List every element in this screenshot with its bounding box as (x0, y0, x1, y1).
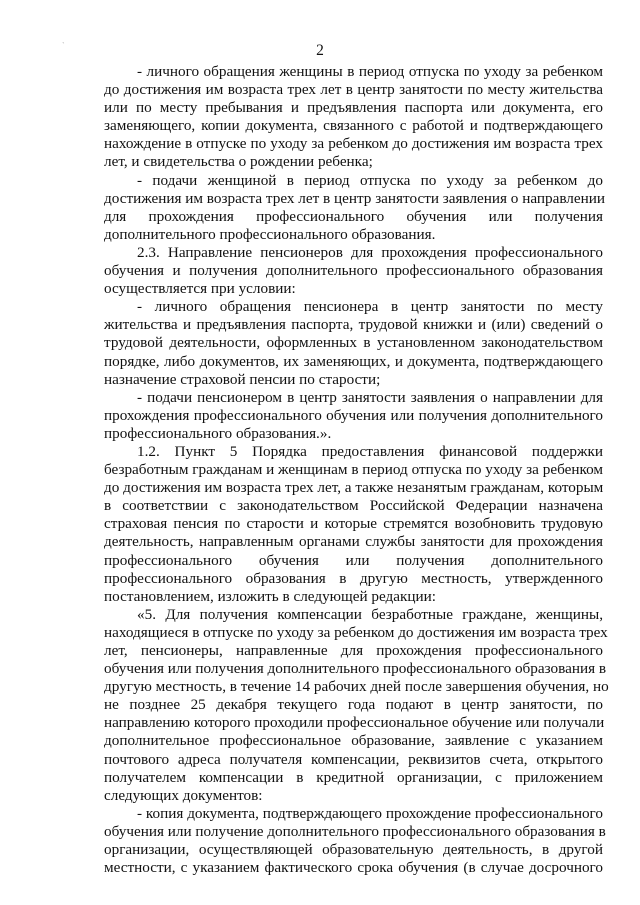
text-line: другую местность, в течение 14 рабочих дней после завершения обучения, но (104, 678, 609, 696)
text-line: жительства и предъявления паспорта, трудовой книжки и (или) сведений о (104, 316, 603, 334)
paragraph (104, 298, 603, 388)
text-line: - подачи женщиной в период отпуска по уходу за ребенком до (137, 171, 603, 189)
text-line: страховая пенсия по старости и которые стремятся возобновить трудовую (104, 515, 603, 533)
text-line: безработным гражданам и женщинам в период отпуска по уходу за ребенком (104, 461, 603, 479)
text-line: профессионального обучения или получения дополнительного (104, 551, 603, 569)
text-line: профессионального образования.». (104, 424, 332, 442)
text-line: - копия документа, подтверждающего прохождение профессионального (137, 804, 603, 822)
text-line: до достижения им возраста трех лет в центр занятости по месту жительства (104, 81, 603, 99)
text-line: следующих документов: (104, 786, 263, 804)
text-line: дополнительное профессиональное образование, заявление с указанием (104, 732, 603, 750)
paragraph (104, 244, 603, 298)
paragraph (104, 389, 603, 443)
page-number: 2 (316, 42, 324, 59)
text-line: 2.3. Направление пенсионеров для прохождения профессионального (137, 243, 603, 261)
text-line: деятельность, направленным органами службы занятости для прохождения (104, 533, 603, 551)
text-line: достижения им возраста трех лет в центр занятости заявления о направлении (104, 189, 606, 207)
text-line: до достижения им возраста трех лет, а также незанятым гражданам, которым (104, 479, 604, 497)
paragraph (104, 171, 606, 244)
text-line: не позднее 25 декабря текущего года подают в центр занятости, по (104, 696, 603, 714)
text-line: организации, осуществляющей образовательную деятельность, в другой (104, 841, 603, 859)
text-line: обучения или получение дополнительного профессионального образования в (104, 822, 606, 840)
text-line: для прохождения профессионального обучения или получения (104, 207, 603, 225)
text-line: или по месту пребывания и предъявления паспорта или документа, его (104, 99, 603, 117)
text-line: - подачи пенсионером в центр занятости заявления о направлении для (137, 388, 603, 406)
text-line: лет, и свидетельства о рождении ребенка; (104, 153, 373, 171)
paragraph (104, 804, 606, 877)
text-line: «5. Для получения компенсации безработные граждане, женщины, (137, 605, 603, 623)
text-line: почтового адреса получателя компенсации, реквизитов счета, открытого (104, 750, 603, 768)
text-line: получателем компенсации в кредитной организации, с приложением (104, 768, 603, 786)
scan-artifact-mark: ˋ (62, 41, 65, 50)
text-line: направлению которого проходили профессиональное обучение или получали (104, 714, 605, 732)
paragraph (104, 605, 609, 805)
text-line: дополнительного профессионального образования. (104, 225, 436, 243)
text-line: трудовой деятельности, оформленных в установленном законодательством (104, 334, 603, 352)
text-line: профессионального образования в другую местность, утвержденного (104, 569, 603, 587)
text-line: порядке, либо документов, их заменяющих, и документа, подтверждающего (104, 352, 603, 370)
text-line: в соответствии с законодательством Российской Федерации назначена (104, 497, 603, 515)
text-line: лет, пенсионеры, направленные для прохождения профессионального (104, 642, 603, 659)
text-line: - личного обращения пенсионера в центр занятости по месту (137, 298, 603, 316)
text-line: заменяющего, копии документа, связанного с работой и подтверждающего (104, 117, 603, 135)
text-line: назначение страховой пенсии по старости; (104, 370, 381, 388)
text-line: находящиеся в отпуске по уходу за ребенком до достижения им возраста трех (104, 623, 608, 641)
paragraph (104, 443, 603, 606)
text-line: обучения или получения дополнительного профессионального образования в (104, 660, 607, 678)
text-line: - личного обращения женщины в период отпуска по уходу за ребенком (137, 63, 603, 80)
text-line: осуществляется при условии: (104, 280, 296, 298)
document-body (104, 63, 609, 877)
text-line: обучения и получения дополнительного профессионального образования (104, 262, 603, 280)
text-line: 1.2. Пункт 5 Порядка предоставления финансовой поддержки (137, 442, 603, 460)
paragraph (104, 63, 603, 172)
text-line: нахождение в отпуске по уходу за ребенком до достижения им возраста трех (104, 135, 603, 153)
text-line: прохождения профессионального обучения или получения дополнительного (104, 406, 603, 424)
text-line: постановлением, изложить в следующей редакции: (104, 587, 436, 605)
text-line: местности, с указанием фактического срока обучения (в случае досрочного (104, 859, 603, 877)
